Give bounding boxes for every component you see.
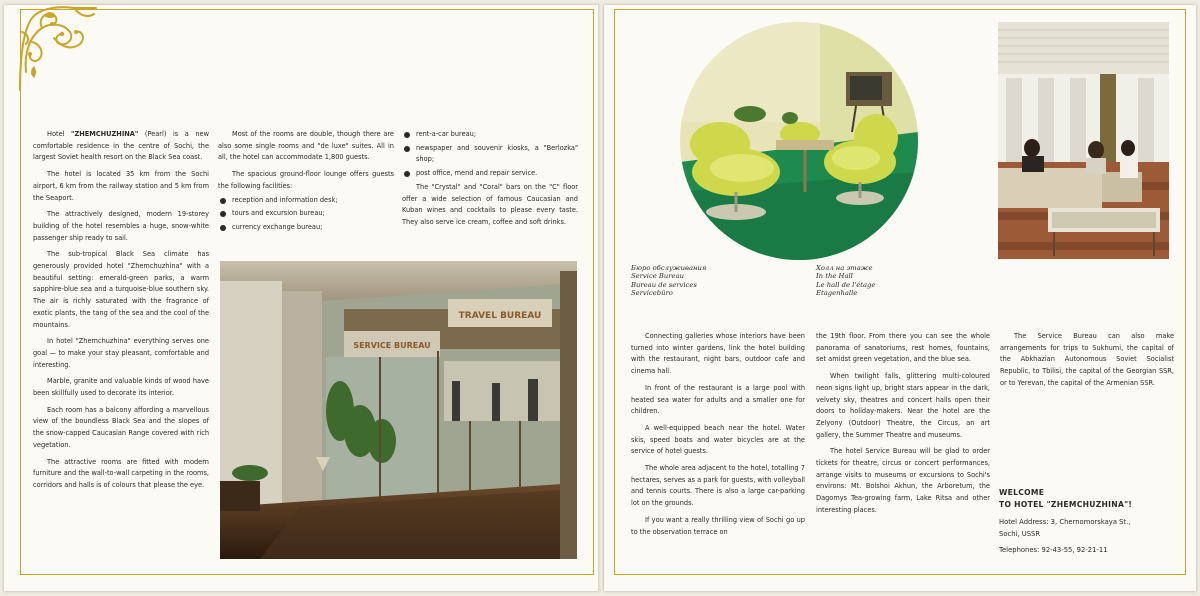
caption-line: Servicebüro [631,289,673,298]
right-column-2 [816,331,990,522]
paragraph: The Service Bureau can also make arrangements for trips to Sukhumi, the capital of the Abkhazian Autonomous Soviet Socialist Republic, to Tbilisi, the capital of the Georgian SSR, or to Yerevan, the capital of the Armenian SSR. [1000,332,1174,387]
paragraph: Marble, granite and valuable kinds of wood have been skillfully used to decorate its interior. [33,377,209,398]
caption-line: Bureau de services [631,280,697,289]
hotel-telephones: Telephones: 92-43-55, 92-21-11 [999,546,1108,554]
list-item: tours and excursion bureau; [218,208,394,220]
list-item: currency exchange bureau; [218,222,394,234]
right-column-1 [631,331,805,543]
paragraph: In front of the restaurant is a large pool with heated sea water for adults and a smaller one for children. [631,383,805,416]
paragraph: The hotel is located 35 km from the Sochi airport, 6 km from the railway station and 5 km from the Seaport. [33,170,209,202]
paragraph: The whole area adjacent to the hotel, totalling 7 hectares, serves as a park for guests, with volleyball and tennis courts. There is also a large car-parking lot on the grounds. [631,464,805,508]
caption-line: Бюро обслуживания [631,264,707,272]
gold-corner-ornament [14,2,98,92]
paragraph: The spacious ground-floor lounge offers guests the following facilities: [218,170,394,190]
welcome-block [999,487,1175,556]
paragraph: The sub-tropical Black Sea climate has generously provided hotel "Zhemchuzhina" with a beautiful setting: emerald-green parks, a warm sapphire-blue sea and a turquoise-blue southern sky. The air is richly saturated with the fragrance of exotic plants, the tang of the sea and the cool of the mountains. [33,250,209,329]
list-item: reception and information desk; [218,195,394,207]
hotel-address: Hotel Address: 3, Chernomorskaya St., [999,518,1131,526]
paragraph: If you want a really thrilling view of Sochi go up to the observation terrace on [631,515,805,536]
left-column-1 [33,129,209,497]
hotel-name: "ZHEMCHUZHINA" [71,130,139,138]
caption-line: In the Hall [816,272,853,281]
paragraph: Connecting galleries whose interiors have been turned into winter gardens, link the hotel building with the restaurant, night bars, outdoor cafe and cinema hall. [631,332,805,376]
service-bureau-illustration [998,22,1169,259]
caption-line: Etagenhalle [816,289,858,298]
paragraph: The "Crystal" and "Coral" bars on the "C" floor offer a wide selection of famous Caucasian and Kuban wines and cocktails to please every taste. They also serve ice cream, coffee and soft drinks. [402,182,578,226]
caption-line: Service Bureau [631,272,685,281]
welcome-heading: WELCOME [999,488,1045,497]
right-column-3 [1000,331,1174,395]
paragraph: In hotel "Zhemchuzhina" everything serves one goal — to make your stay pleasant, comfortable and interesting. [33,337,209,369]
list-item: post office, mend and repair service. [402,168,578,180]
caption-line: Le hall de l'étage [816,280,876,289]
intro-rest: (Pearl) is a new comfortable residence in the centre of Sochi, the largest Soviet health resort on the Black Sea coast. [33,130,209,162]
caption-line: Холл на этаже [816,264,873,272]
facilities-list [218,195,394,234]
paragraph: Each room has a balcony affording a marvellous view of the boundless Black Sea and the slopes of the snow-capped Caucasian Range covered with rich vegetation. [33,405,209,449]
lobby-photo [220,261,577,559]
left-column-3 [402,129,578,234]
paragraph: The attractive rooms are fitted with modern furniture and the wall-to-wall carpeting in the rooms, corridors and halls is of colours that please the eye. [33,457,209,489]
list-item: rent-a-car bureau; [402,129,578,141]
hotel-city: Sochi, USSR [999,530,1041,538]
sign-travel-bureau: TRAVEL BUREAU [458,311,542,321]
lobby-illustration [220,261,577,559]
list-item: newspaper and souvenir kiosks, a "Berlozka" shop; [402,143,578,166]
caption-service-bureau [631,264,706,298]
hall-illustration [680,22,918,260]
hall-photo [680,22,918,260]
caption-hall [816,264,875,298]
service-bureau-photo [998,22,1169,259]
welcome-heading-line2: TO HOTEL "ZHEMCHUZHINA"! [999,500,1133,509]
paragraph: The attractively designed, modern 19-storey building of the hotel resembles a huge, snow-white passenger ship ready to sail. [33,210,209,242]
facilities-list-continued [402,129,578,180]
intro-paragraph [33,129,209,164]
left-column-2 [218,129,394,236]
paragraph: The hotel Service Bureau will be glad to order tickets for theatre, circus or concert performances, arrange visits to museums or excursions to Sochi's environs: Mt. Bolshoi Akhun, the Arboretum, the Dagomys Tea-growing farm, Lake Ritsa and other interesting places. [816,447,990,514]
intro-prefix: Hotel [47,130,72,138]
paragraph: the 19th floor. From there you can see the whole panorama of sanatoriums, rest homes, fountains, set amidst green vegetation, and the blue sea. [816,332,990,364]
paragraph: When twilight falls, glittering multi-coloured neon signs light up, bright stars appear in the dark, velvety sky, theatres and concert halls open their doors to holiday-makers. Near the hotel are the Zelyony (Outdoor) Theatre, the Circus, an art gallery, the Summer Theatre and museums. [816,372,990,439]
sign-service-bureau: SERVICE BUREAU [353,341,431,350]
paragraph: Most of the rooms are double, though there are also some single rooms and "de luxe" suites. All in all, the hotel can accommodate 1,800 guests. [218,130,394,162]
paragraph: A well-equipped beach near the hotel. Water skis, speed boats and water bicycles are at the service of hotel guests. [631,423,805,456]
